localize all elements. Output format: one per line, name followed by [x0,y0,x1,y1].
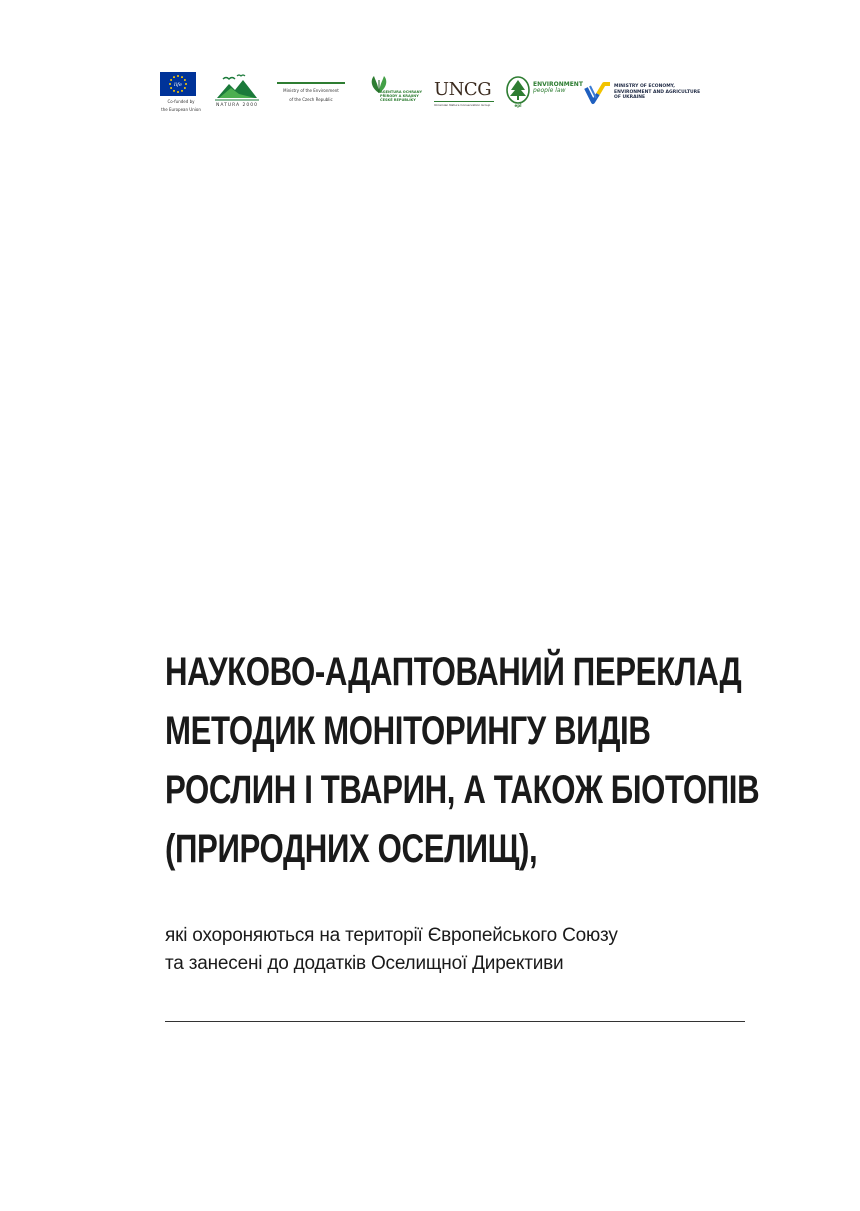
horizontal-divider [165,1021,745,1022]
title-line-1: НАУКОВО-АДАПТОВАНИЙ ПЕРЕКЛАД [165,650,742,694]
eu-flag-icon [160,72,196,96]
epl-word3: law [555,87,566,94]
ukraine-ministry-line2: ENVIRONMENT AND AGRICULTURE [614,89,701,95]
epl-emblem-text: epl [514,103,522,108]
title-line-2: МЕТОДИК МОНІТОРИНГУ ВИДІВ [165,709,651,753]
uncg-wordmark: UNCG [434,79,492,100]
czech-ministry-line2: of the Czech Republic [289,97,333,102]
natura-caption: NATURA 2000 [215,103,259,108]
ukraine-ministry-text [614,84,700,101]
title-line-3: РОСЛИН І ТВАРИН, А ТАКОЖ БІОТОПІВ [165,768,760,812]
epl-words-row [533,88,583,94]
aopk-logo [364,72,422,114]
document-subtitle [165,922,745,978]
eu-caption-line1: Co-funded by [167,99,195,104]
ukraine-ministry-line3: OF UKRAINE [614,95,646,100]
aopk-line3: ČESKÉ REPUBLIKY [380,98,416,102]
ukraine-ministry-logo [584,72,706,114]
natura-birds-icon [215,72,259,102]
partner-logos [160,72,705,114]
aopk-line1: AGENTURA OCHRANY [380,90,423,94]
epl-word1: ENVIRONMENT [533,81,583,88]
uncg-caption: Ukrainian Nature Conservation Group [434,103,491,107]
czech-ministry-logo [277,72,349,114]
czech-ministry-bar [277,82,345,84]
document-title [165,643,760,879]
epl-wordmark [533,82,583,94]
epl-word2: people [533,87,554,94]
eu-caption-line2: the European Union [161,107,201,112]
natura-2000-logo [215,72,259,114]
epl-logo [505,72,583,114]
czech-ministry-line1: Ministry of the Environment [283,88,339,93]
title-line-4: (ПРИРОДНИХ ОСЕЛИЩ), [165,827,538,871]
subtitle-line-2: та занесені до додатків Оселищної Директиви [165,953,564,974]
subtitle-line-1: які охороняються на території Європейського Союзу [165,925,618,946]
aopk-line2: PŘÍRODY A KRAJINY [380,94,419,98]
ukraine-ministry-emblem-icon [584,80,612,106]
epl-tree-icon [505,76,531,108]
uncg-logo [434,72,496,114]
ukraine-ministry-line1: MINISTRY OF ECONOMY, [614,84,675,89]
eu-life-logo [160,72,202,114]
life-emblem-text: life [173,82,183,88]
uncg-underline [434,101,494,102]
